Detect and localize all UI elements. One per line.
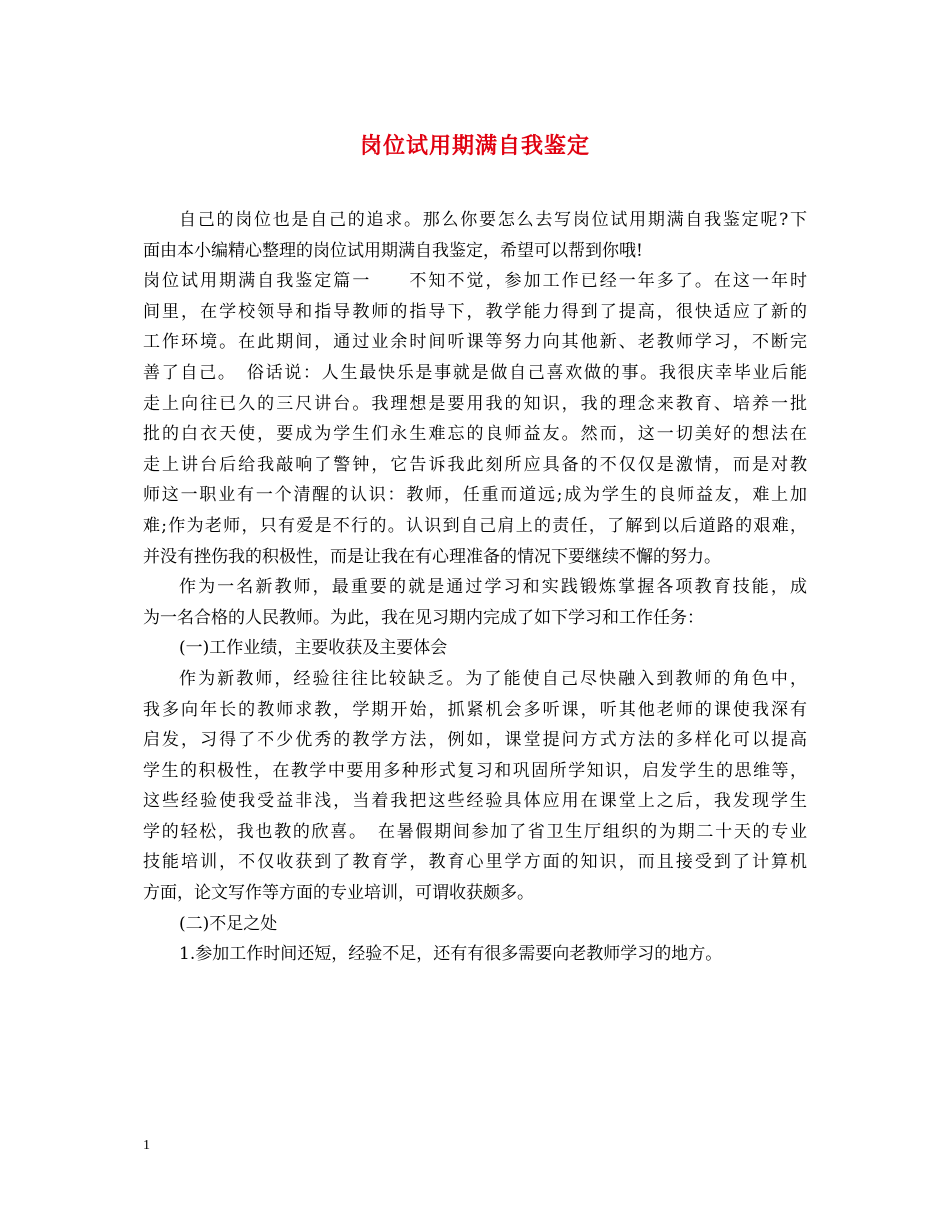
text-line: 启发，习得了不少优秀的教学方法，例如，课堂提问方式方法的多样化可以提高: [143, 730, 807, 751]
text-line: (二)不足之处: [179, 913, 278, 934]
text-line: 批的白衣天使，要成为学生们永生难忘的良师益友。然而，这一切美好的想法在: [143, 424, 807, 445]
text-line: 面由本小编精心整理的岗位试用期满自我鉴定，希望可以帮到你哦!: [143, 240, 643, 261]
text-line: 技能培训，不仅收获到了教育学，教育心里学方面的知识，而且接受到了计算机: [143, 852, 807, 873]
text-line: 方面，论文写作等方面的专业培训，可谓收获颇多。: [143, 883, 534, 904]
text-line: 我多向年长的教师求教，学期开始，抓紧机会多听课，听其他老师的课使我深有: [143, 699, 807, 720]
text-line: (一)工作业绩，主要收获及主要体会: [179, 638, 448, 659]
text-line: 为一名合格的人民教师。为此，我在见习期内完成了如下学习和工作任务：: [143, 607, 704, 628]
document-title: 岗位试用期满自我鉴定: [359, 134, 590, 159]
text-line: 并没有挫伤我的积极性，而是让我在有心理准备的情况下要继续不懈的努力。: [143, 546, 721, 567]
text-line: 走上讲台后给我敲响了警钟，它告诉我此刻所应具备的不仅仅是激情，而是对教: [143, 454, 807, 475]
text-line: 岗位试用期满自我鉴定篇一 不知不觉，参加工作已经一年多了。在这一年时: [143, 271, 807, 292]
text-line: 这些经验使我受益非浅，当着我把这些经验具体应用在课堂上之后，我发现学生: [143, 791, 807, 812]
text-line: 难;作为老师，只有爱是不行的。认识到自己肩上的责任，了解到以后道路的艰难，: [143, 515, 807, 536]
text-line: 善了自己。 俗话说：人生最快乐是事就是做自己喜欢做的事。我很庆幸毕业后能: [143, 362, 807, 383]
text-line: 学生的积极性，在教学中要用多种形式复习和巩固所学知识，启发学生的思维等，: [143, 760, 807, 781]
text-line: 1.参加工作时间还短，经验不足，还有有很多需要向老教师学习的地方。: [179, 944, 723, 965]
text-line: 学的轻松，我也教的欣喜。 在暑假期间参加了省卫生厅组织的为期二十天的专业: [143, 821, 807, 842]
text-line: 走上向往已久的三尺讲台。我理想是要用我的知识，我的理念来教育、培养一批: [143, 393, 807, 414]
document-body: [143, 205, 807, 970]
text-line: 作为新教师，经验往往比较缺乏。为了能使自己尽快融入到教师的角色中，: [179, 668, 807, 689]
text-line: 师这一职业有一个清醒的认识：教师，任重而道远;成为学生的良师益友，难上加: [143, 485, 807, 506]
text-line: 工作环境。在此期间，通过业余时间听课等努力向其他新、老教师学习，不断完: [143, 332, 807, 353]
text-line: 作为一名新教师，最重要的就是通过学习和实践锻炼掌握各项教育技能，成: [179, 577, 807, 598]
text-line: 自己的岗位也是自己的追求。那么你要怎么去写岗位试用期满自我鉴定呢?下: [179, 210, 807, 230]
page-number: 1: [143, 1138, 150, 1153]
text-line: 间里，在学校领导和指导教师的指导下，教学能力得到了提高，很快适应了新的: [143, 301, 807, 322]
